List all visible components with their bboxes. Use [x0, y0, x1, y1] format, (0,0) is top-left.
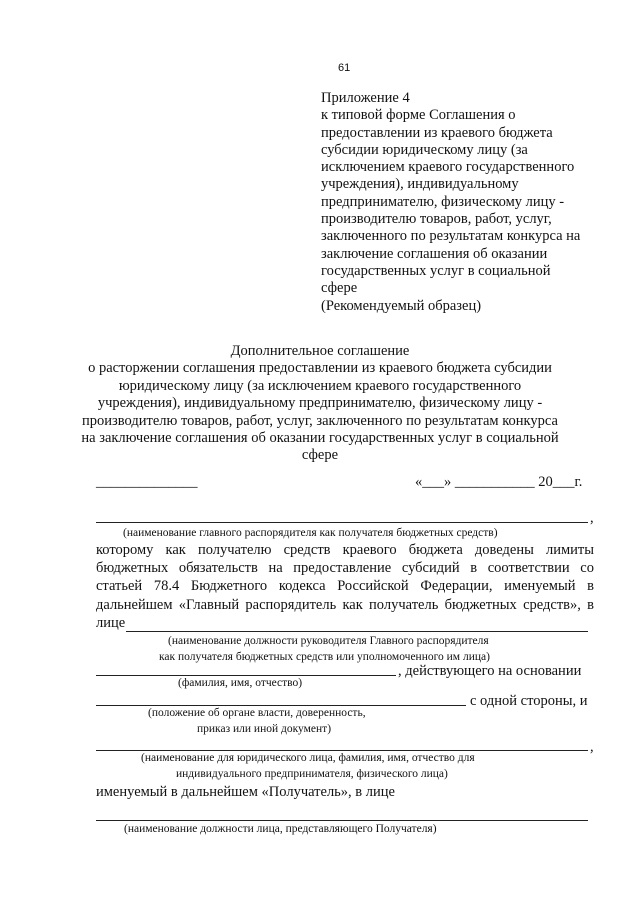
- caption-recipient: индивидуального предпринимателя, физического лица): [176, 768, 448, 780]
- place-blank: ______________: [96, 474, 198, 490]
- title-line: сфере: [301, 447, 339, 464]
- acting-text: , действующего на основании: [398, 663, 582, 679]
- appendix-line: (Рекомендуемый образец): [321, 297, 482, 314]
- title-line: производителю товаров, работ, услуг, заключенного по результатам конкурса: [82, 412, 558, 429]
- caption-position: (наименование должности руководителя Главного распорядителя: [168, 635, 489, 647]
- blank-line: [126, 631, 588, 632]
- title-line: юридическому лицу (за исключением краевого государственного: [118, 377, 522, 394]
- body-line: статьей 78.4 Бюджетного кодекса Российской Федерации, именуемый в: [96, 578, 594, 594]
- appendix-line: заключение соглашения об оказании: [321, 245, 548, 262]
- appendix-line: заключенного по результатам конкурса на: [321, 228, 581, 245]
- appendix-block: [321, 90, 580, 315]
- caption-recipient-position: (наименование должности лица, представляющего Получателя): [124, 823, 437, 835]
- blank-line: [96, 750, 588, 751]
- body-line: которому как получателю средств краевого бюджета доведены лимиты: [96, 542, 594, 558]
- litse-label: лице: [96, 615, 126, 631]
- comma: ,: [590, 510, 594, 526]
- appendix-line: Приложение 4: [321, 90, 410, 106]
- blank-line: [96, 820, 588, 821]
- appendix-line: исключением краевого государственного: [321, 159, 575, 176]
- appendix-line: к типовой форме Соглашения о: [321, 107, 516, 124]
- caption-position: как получателя бюджетных средств или уполномоченного им лица): [159, 651, 490, 663]
- recipient-text: именуемый в дальнейшем «Получатель», в лице: [96, 784, 395, 800]
- blank-line: [96, 675, 396, 676]
- appendix-line: производителю товаров, работ, услуг,: [321, 211, 552, 228]
- title-line: на заключение соглашения об оказании государственных услуг в социальной: [81, 430, 559, 447]
- caption-chief-administrator: (наименование главного распорядителя как получателя бюджетных средств): [123, 527, 498, 539]
- appendix-line: субсидии юридическому лицу (за: [321, 141, 528, 158]
- body-line: бюджетных обязательств на предоставление субсидий в соответствии со: [96, 560, 594, 576]
- title-line: о расторжении соглашения предоставлении из краевого бюджета субсидии: [88, 360, 552, 377]
- document-title: [0, 343, 640, 465]
- appendix-line: предпринимателю, физическому лицу -: [321, 193, 565, 210]
- blank-line: [96, 705, 466, 706]
- caption-recipient: (наименование для юридического лица, фамилия, имя, отчество для: [141, 752, 475, 764]
- caption-basis: приказ или иной документ): [197, 723, 332, 735]
- page-number: 61: [338, 62, 351, 74]
- appendix-line: предоставлении из краевого бюджета: [321, 124, 553, 141]
- appendix-line: учреждения), индивидуальному: [321, 176, 519, 193]
- appendix-line: государственных услуг в социальной: [321, 262, 551, 279]
- caption-fio: (фамилия, имя, отчество): [178, 677, 303, 689]
- title-line: учреждения), индивидуальному предпринимателю, физическому лицу -: [97, 395, 543, 412]
- comma: ,: [590, 739, 594, 755]
- blank-line: [96, 522, 588, 523]
- appendix-line: сфере: [321, 280, 358, 297]
- title-heading: Дополнительное соглашение: [230, 343, 410, 359]
- caption-basis: (положение об органе власти, доверенность,: [148, 707, 366, 719]
- one-side-text: с одной стороны, и: [470, 693, 588, 709]
- date-field: «___» ___________ 20___г.: [415, 474, 583, 490]
- body-line: дальнейшем «Главный распорядитель как получатель бюджетных средств», в: [96, 597, 594, 613]
